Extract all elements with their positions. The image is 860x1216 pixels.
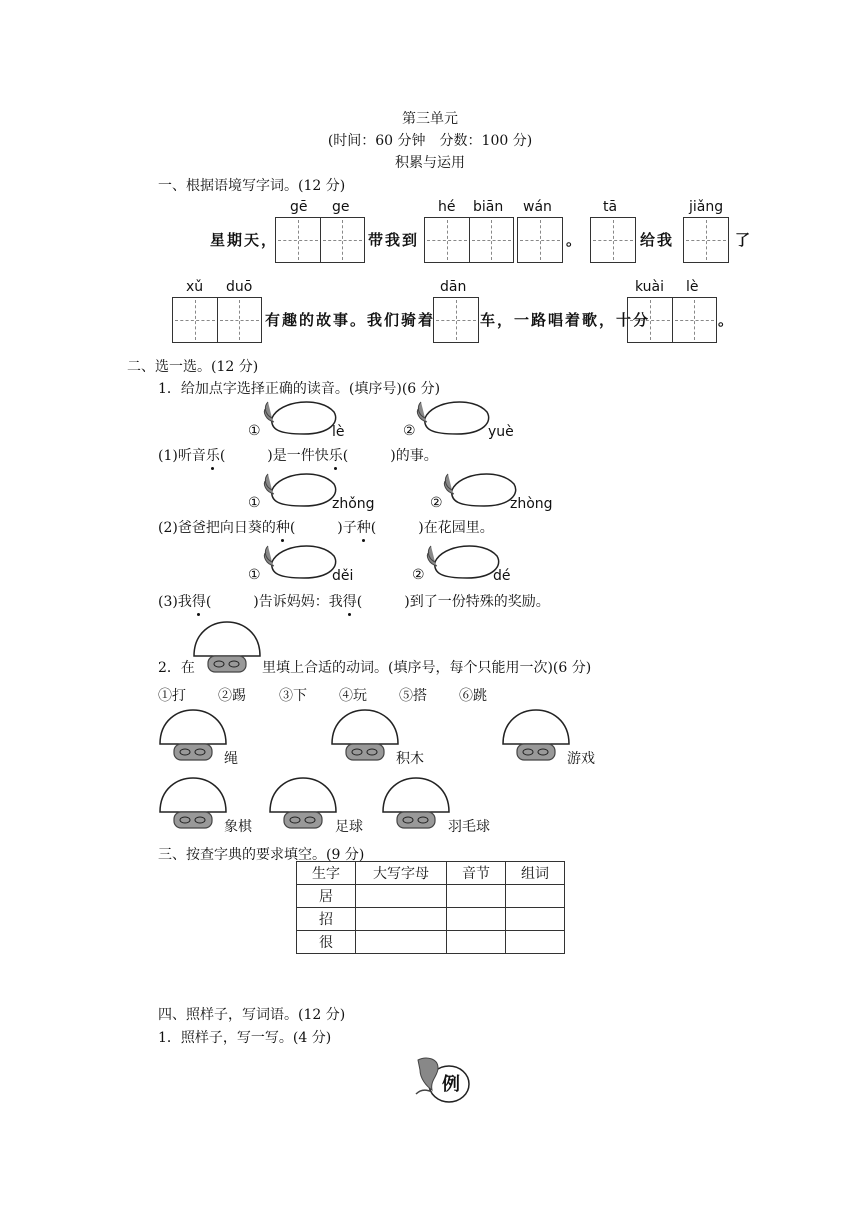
column-header: 大写字母 <box>356 862 447 885</box>
answer-cell[interactable] <box>356 908 447 931</box>
sentence-text: 。 <box>718 311 736 329</box>
pinyin: yuè <box>488 424 514 440</box>
verb-object: 积木 <box>396 751 424 767</box>
circle-number: ① <box>248 423 261 439</box>
leaf-answer-box[interactable] <box>440 470 520 512</box>
circle-number: ② <box>403 423 416 439</box>
option: ①打 <box>158 688 186 704</box>
mushroom-answer-box[interactable] <box>156 776 230 832</box>
pinyin: lè <box>332 424 345 440</box>
pinyin: hé <box>438 199 456 215</box>
leaf-answer-box[interactable] <box>260 470 340 512</box>
tianzige-box[interactable] <box>683 217 729 263</box>
pinyin: zhòng <box>510 496 553 512</box>
pinyin: xǔ <box>186 279 204 295</box>
pinyin: gē <box>290 199 308 215</box>
exam-info: (时间：60 分钟 分数：100 分) <box>327 133 533 149</box>
pinyin: duō <box>226 279 253 295</box>
sentence-text: 带我到 <box>368 231 420 249</box>
verb-object: 游戏 <box>567 751 595 767</box>
leaf-answer-box[interactable] <box>423 542 503 584</box>
section-title: 积累与运用 <box>395 155 465 171</box>
character-cell: 很 <box>297 931 356 954</box>
character-cell: 居 <box>297 885 356 908</box>
verb-object: 足球 <box>335 819 363 835</box>
circle-number: ② <box>430 495 443 511</box>
answer-cell[interactable] <box>506 931 565 954</box>
q1-heading: 一、根据语境写字词。(12 分) <box>158 178 346 194</box>
answer-cell[interactable] <box>506 908 565 931</box>
pinyin: tā <box>603 199 618 215</box>
sentence: (1)听音乐( )是一件快乐( )的事。 <box>158 448 438 464</box>
option: ③下 <box>279 688 307 704</box>
table-header-row <box>297 862 565 885</box>
pinyin: wán <box>523 199 552 215</box>
mushroom-answer-box[interactable] <box>328 708 402 764</box>
tianzige-box[interactable] <box>590 217 636 263</box>
page-title: 第三单元 <box>402 111 458 127</box>
pinyin: kuài <box>635 279 665 295</box>
mushroom-icon <box>190 620 264 676</box>
column-header: 音节 <box>447 862 506 885</box>
sentence-text: 了 <box>735 231 753 249</box>
pinyin: dé <box>493 568 511 584</box>
sentence-text: 车，一路唱着歌，十分 <box>480 311 651 329</box>
table-row <box>297 908 565 931</box>
tianzige-box[interactable] <box>424 217 514 263</box>
sentence: (3)我得( )告诉妈妈：我得( )到了一份特殊的奖励。 <box>158 594 550 610</box>
pinyin: ge <box>332 199 350 215</box>
mushroom-answer-box[interactable] <box>266 776 340 832</box>
option: ⑥跳 <box>459 688 487 704</box>
pinyin: dān <box>440 279 467 295</box>
tianzige-box[interactable] <box>172 297 262 343</box>
answer-cell[interactable] <box>506 885 565 908</box>
table-row <box>297 885 565 908</box>
option: ④玩 <box>339 688 367 704</box>
pinyin: zhǒng <box>332 496 375 512</box>
option: ⑤搭 <box>399 688 427 704</box>
answer-cell[interactable] <box>447 885 506 908</box>
verb-object: 象棋 <box>224 819 252 835</box>
sentence-text: 给我 <box>640 231 675 249</box>
sentence-text: 。 <box>566 231 584 249</box>
sentence: (2)爸爸把向日葵的种( )子种( )在花园里。 <box>158 520 494 536</box>
example-label: 例 <box>442 1074 460 1095</box>
pinyin: lè <box>686 279 699 295</box>
leaf-answer-box[interactable] <box>260 398 340 440</box>
character-cell: 招 <box>297 908 356 931</box>
pinyin: děi <box>332 568 354 584</box>
q2-sub2-text: 里填上合适的动词。(填序号，每个只能用一次)(6 分) <box>262 660 592 676</box>
table-row <box>297 931 565 954</box>
tianzige-box[interactable] <box>627 297 717 343</box>
circle-number: ① <box>248 495 261 511</box>
column-header: 生字 <box>297 862 356 885</box>
leaf-answer-box[interactable] <box>413 398 493 440</box>
tianzige-box[interactable] <box>517 217 563 263</box>
pinyin: biān <box>473 199 504 215</box>
pinyin: jiǎng <box>689 199 724 215</box>
verb-object: 羽毛球 <box>448 819 490 835</box>
answer-cell[interactable] <box>447 908 506 931</box>
q2-sub1: 1．给加点字选择正确的读音。(填序号)(6 分) <box>158 381 441 397</box>
circle-number: ① <box>248 567 261 583</box>
column-header: 组词 <box>506 862 565 885</box>
tianzige-box[interactable] <box>433 297 479 343</box>
answer-cell[interactable] <box>356 931 447 954</box>
circle-number: ② <box>412 567 425 583</box>
sentence-text: 有趣的故事。我们骑着 <box>265 311 436 329</box>
sentence-text: 星期天， <box>210 231 279 249</box>
option: ②踢 <box>218 688 246 704</box>
verb-object: 绳 <box>224 751 238 767</box>
q3-heading: 三、按查字典的要求填空。(9 分) <box>158 847 365 863</box>
q4-heading: 四、照样子，写词语。(12 分) <box>158 1007 346 1023</box>
mushroom-answer-box[interactable] <box>499 708 573 764</box>
q2-heading: 二、选一选。(12 分) <box>127 359 259 375</box>
answer-cell[interactable] <box>447 931 506 954</box>
leaf-answer-box[interactable] <box>260 542 340 584</box>
tianzige-box[interactable] <box>275 217 365 263</box>
dictionary-table <box>296 861 565 954</box>
answer-cell[interactable] <box>356 885 447 908</box>
q4-sub1: 1．照样子，写一写。(4 分) <box>158 1030 332 1046</box>
mushroom-answer-box[interactable] <box>379 776 453 832</box>
q2-sub2-text: 2．在 <box>158 660 195 676</box>
mushroom-answer-box[interactable] <box>156 708 230 764</box>
